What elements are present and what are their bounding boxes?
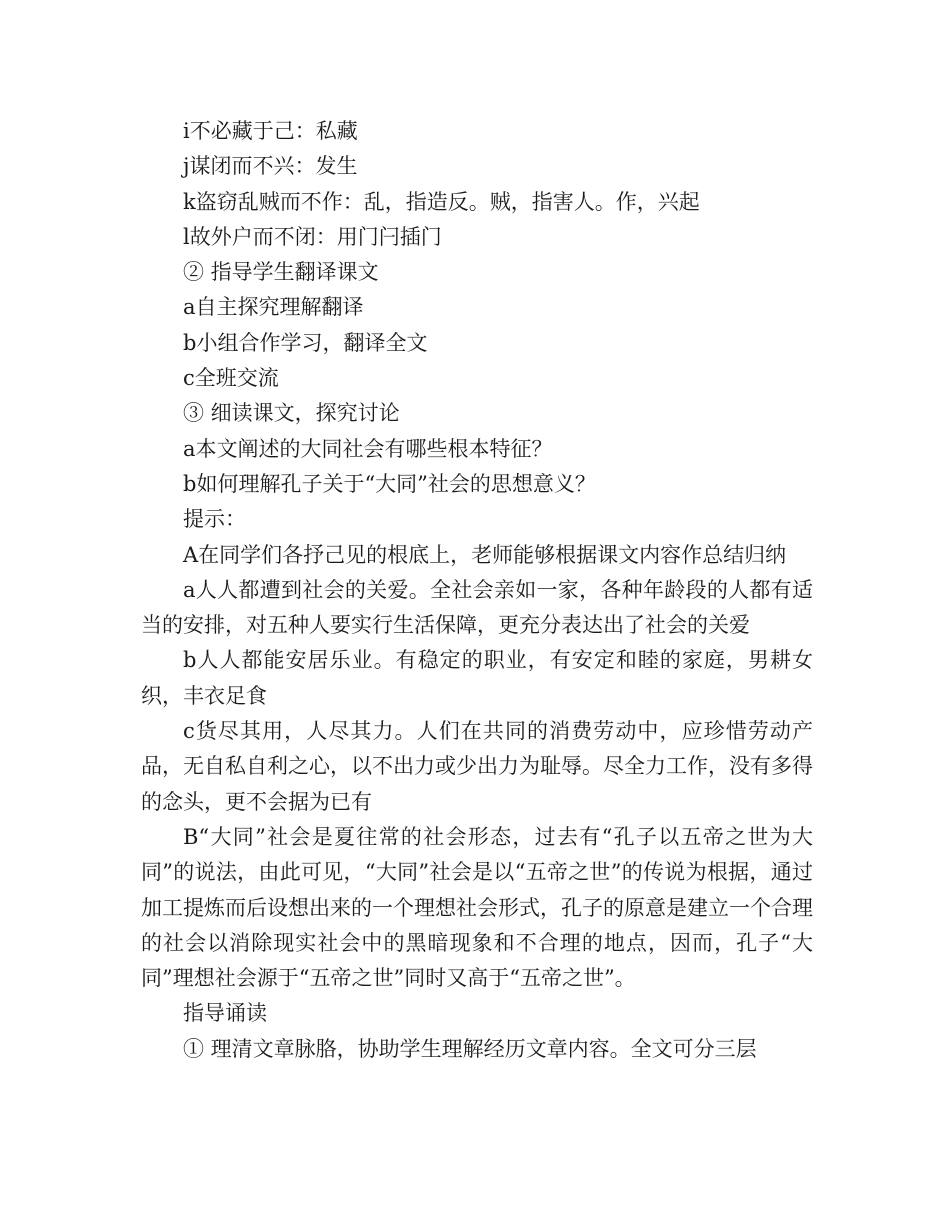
- paragraph-annotation-i: i不必藏于己：私藏: [183, 119, 358, 143]
- paragraph-question-a: a本文阐述的大同社会有哪些根本特征？: [183, 436, 553, 461]
- paragraph-question-b: b如何理解孔子关于“大同”社会的思想意义？: [183, 471, 596, 496]
- section-heading-discuss: ③ 细读课文，探究讨论: [183, 401, 400, 426]
- paragraph-hint-a-intro: A在同学们各抒己见的根底上，老师能够根据课文内容作总结归纳: [183, 542, 787, 567]
- paragraph-annotation-k: k盗窃乱贼而不作：乱，指造反。贼，指害人。作，兴起: [183, 189, 700, 214]
- section-heading-translate: ② 指导学生翻译课文: [183, 260, 379, 285]
- section-heading-recite: 指导诵读: [183, 1001, 267, 1026]
- paragraph-hint-a-point-c: c货尽其用，人尽其力。人们在共同的消费劳动中，应珍惜劳动产品，无自私自利之心，以不出力或少出力为耻辱。尽全力工作，没有多得的念头，更不会据为已有: [141, 719, 813, 814]
- paragraph-annotation-j: j谋闭而不兴：发生: [183, 154, 358, 179]
- document-body: [141, 114, 813, 1067]
- paragraph-annotation-l: l故外户而不闭：用门闩插门: [183, 224, 442, 249]
- paragraph-recite-step-1: ① 理清文章脉胳，协助学生理解经历文章内容。全文可分三层: [183, 1036, 757, 1061]
- paragraph-hint-a-point-a: a人人都遭到社会的关爱。全社会亲如一家，各种年龄段的人都有适当的安排，对五种人要实行生活保障，更充分表达出了社会的关爱: [141, 577, 813, 638]
- paragraph-hint-a-point-b: b人人都能安居乐业。有稳定的职业，有安定和睦的家庭，男耕女织，丰衣足食: [141, 648, 813, 708]
- paragraph-step-b: b小组合作学习，翻译全文: [183, 330, 428, 355]
- paragraph-hint-label: 提示：: [183, 507, 246, 532]
- paragraph-hint-b: B“大同”社会是夏往常的社会形态，过去有“孔子以五帝之世为大同”的说法，由此可见，“大同”社会是以“五帝之世”的传说为根据，通过加工提炼而后设想出来的一个理想社会形式，孔子的原意是建立一个合理的社会以消除现实社会中的黑暗现象和不合理的地点，因而，孔子“大同”理想社会源于“五帝之世”同时又高于“五帝之世”。: [141, 824, 813, 991]
- paragraph-step-c: c全班交流: [183, 366, 279, 391]
- paragraph-step-a: a自主探究理解翻译: [183, 295, 364, 320]
